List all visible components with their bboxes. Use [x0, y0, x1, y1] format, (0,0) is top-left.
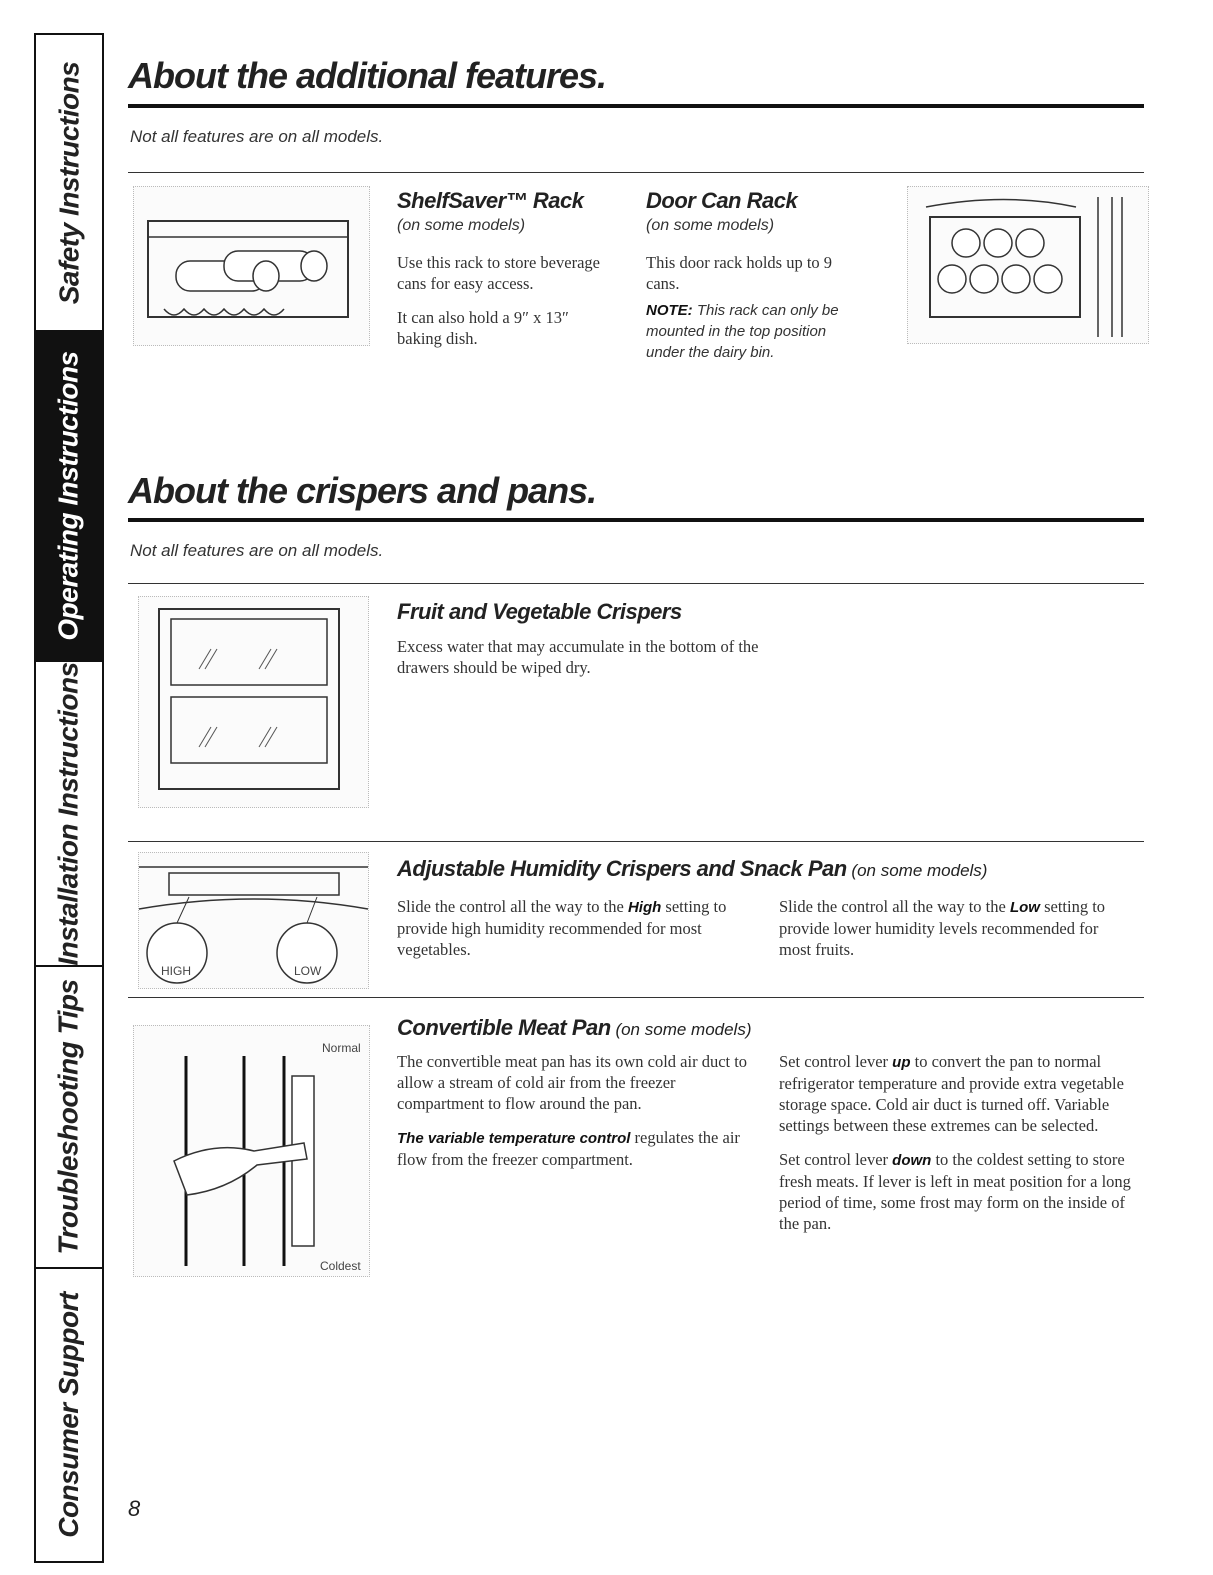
tab-safety-instructions[interactable]: Safety Instructions	[36, 35, 102, 332]
humidity-sub: (on some models)	[846, 861, 988, 880]
note-label: NOTE:	[646, 302, 693, 319]
side-navigation	[34, 33, 104, 1563]
shelfsaver-body	[397, 252, 617, 362]
shelfsaver-p2: It can also hold a 9″ x 13″ baking dish.	[397, 308, 569, 348]
door-can-rack-note	[646, 300, 856, 363]
meat-pan-sub: (on some models)	[610, 1020, 752, 1039]
meat-pan-right-body	[779, 1051, 1144, 1247]
label-high: HIGH	[161, 964, 191, 978]
shelfsaver-p1: Use this rack to store beverage cans for easy access.	[397, 253, 600, 293]
door-can-rack-p1: This door rack holds up to 9 cans.	[646, 253, 833, 293]
humidity-left-text: Slide the control all the way to the High setting to provide high humidity recommended for most vegetables.	[397, 897, 727, 959]
tab-troubleshooting-tips[interactable]: Troubleshooting Tips	[36, 967, 102, 1269]
shelfsaver-rack-illustration	[133, 186, 370, 346]
section-subtitle: Not all features are on all models.	[130, 127, 384, 146]
fruit-crispers-p1: Excess water that may accumulate in the bottom of the drawers should be wiped dry.	[397, 637, 759, 677]
high-setting-label: High	[627, 899, 662, 916]
meat-pan-r2: Set control lever down to the coldest setting to store fresh meats. If lever is left in meat position for a long period of time, some frost may form on the inside of the pan.	[779, 1150, 1131, 1233]
fruit-vegetable-crispers-illustration	[138, 596, 369, 808]
meat-pan-title	[397, 1015, 752, 1041]
meat-pan-left-body	[397, 1051, 757, 1183]
meat-pan-p1: The convertible meat pan has its own cold air duct to allow a stream of cold air from the freezer compartment to flow around the pan.	[397, 1052, 748, 1113]
low-setting-label: Low	[1009, 899, 1040, 916]
door-can-rack-title: Door Can Rack	[646, 188, 798, 213]
label-coldest: Coldest	[320, 1259, 361, 1273]
page-number: 8	[128, 1496, 141, 1521]
label-low: LOW	[294, 964, 322, 978]
tab-consumer-support[interactable]: Consumer Support	[53, 1292, 84, 1538]
shelfsaver-sub: (on some models)	[397, 217, 526, 234]
door-can-rack-body	[646, 252, 856, 363]
door-can-rack-sub: (on some models)	[646, 217, 775, 234]
section-title-additional-features: About the additional features.	[128, 55, 607, 96]
meat-pan-title-text: Convertible Meat Pan	[397, 1015, 611, 1040]
section-rule	[128, 104, 1144, 108]
humidity-control-illustration	[138, 852, 369, 989]
divider	[128, 583, 1144, 584]
door-can-rack-illustration	[907, 186, 1149, 344]
humidity-left-body	[397, 896, 737, 973]
label-normal: Normal	[322, 1041, 361, 1055]
humidity-title	[397, 856, 987, 882]
divider	[128, 841, 1144, 842]
humidity-right-text: Slide the control all the way to the Low setting to provide lower humidity levels recommended for most fruits.	[779, 897, 1106, 959]
divider	[128, 172, 1144, 173]
tab-operating-instructions[interactable]: Operating Instructions	[36, 332, 102, 662]
shelfsaver-title: ShelfSaver™ Rack	[397, 188, 584, 213]
section-title-crispers-and-pans: About the crispers and pans.	[128, 470, 597, 511]
meat-pan-lever-illustration	[133, 1025, 370, 1277]
note-text: This rack can only be mounted in the top position under the dairy bin.	[646, 302, 839, 361]
fruit-crispers-body	[397, 636, 767, 691]
humidity-right-body	[779, 896, 1129, 973]
section-subtitle: Not all features are on all models.	[130, 541, 384, 560]
fruit-crispers-title: Fruit and Vegetable Crispers	[397, 599, 682, 624]
meat-pan-p2: The variable temperature control regulates the air flow from the freezer compartment.	[397, 1128, 740, 1169]
divider	[128, 997, 1144, 998]
tab-installation-instructions[interactable]: Installation Instructions	[36, 662, 102, 967]
meat-pan-r1: Set control lever up to convert the pan to normal refrigerator temperature and provide extra vegetable storage space. Cold air duct is turned off. Variable settings between these extremes can be selected.	[779, 1052, 1124, 1135]
humidity-title-text: Adjustable Humidity Crispers and Snack Pan	[397, 856, 847, 881]
section-rule	[128, 518, 1144, 522]
